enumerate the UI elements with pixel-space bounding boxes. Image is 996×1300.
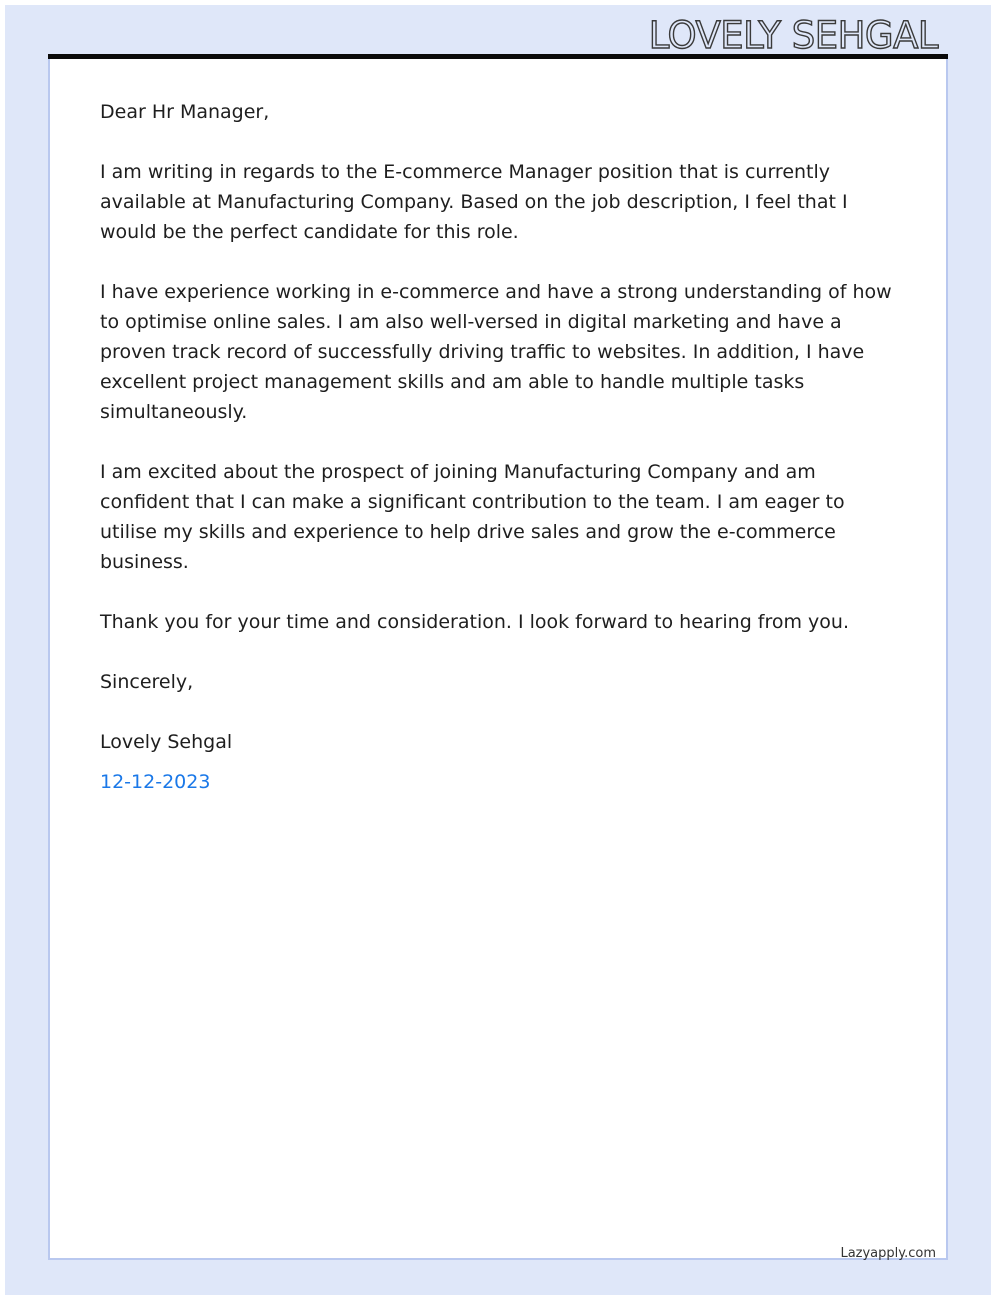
letter-date: 12-12-2023 (100, 771, 211, 793)
footer-brand: Lazyapply.com (840, 1246, 936, 1261)
paragraph-motivation: I am excited about the prospect of joining Manufacturing Company and am confident that I can make a significant contribution to the team. I am eager to utilise my skills and experience to help drive sales and grow the e-commerce business. (100, 461, 845, 573)
cover-letter-body (100, 97, 900, 797)
paragraph-intro: I am writing in regards to the E-commerce Manager position that is currently available at Manufacturing Company. Based on the job description, I feel that I would be the perfect candidate for this role. (100, 161, 848, 243)
salutation: Dear Hr Manager, (100, 101, 270, 123)
paragraph-thanks: Thank you for your time and consideration. I look forward to hearing from you. (100, 611, 849, 633)
closing: Sincerely, (100, 671, 194, 693)
applicant-name-header: LOVELY SEHGAL (648, 14, 938, 57)
signature-name: Lovely Sehgal (100, 731, 233, 753)
paragraph-experience: I have experience working in e-commerce and have a strong understanding of how to optimise online sales. I am also well-versed in digital marketing and have a proven track record of successfully driving traffic to websites. In addition, I have excellent project management skills and am able to handle multiple tasks simultaneously. (100, 281, 892, 423)
